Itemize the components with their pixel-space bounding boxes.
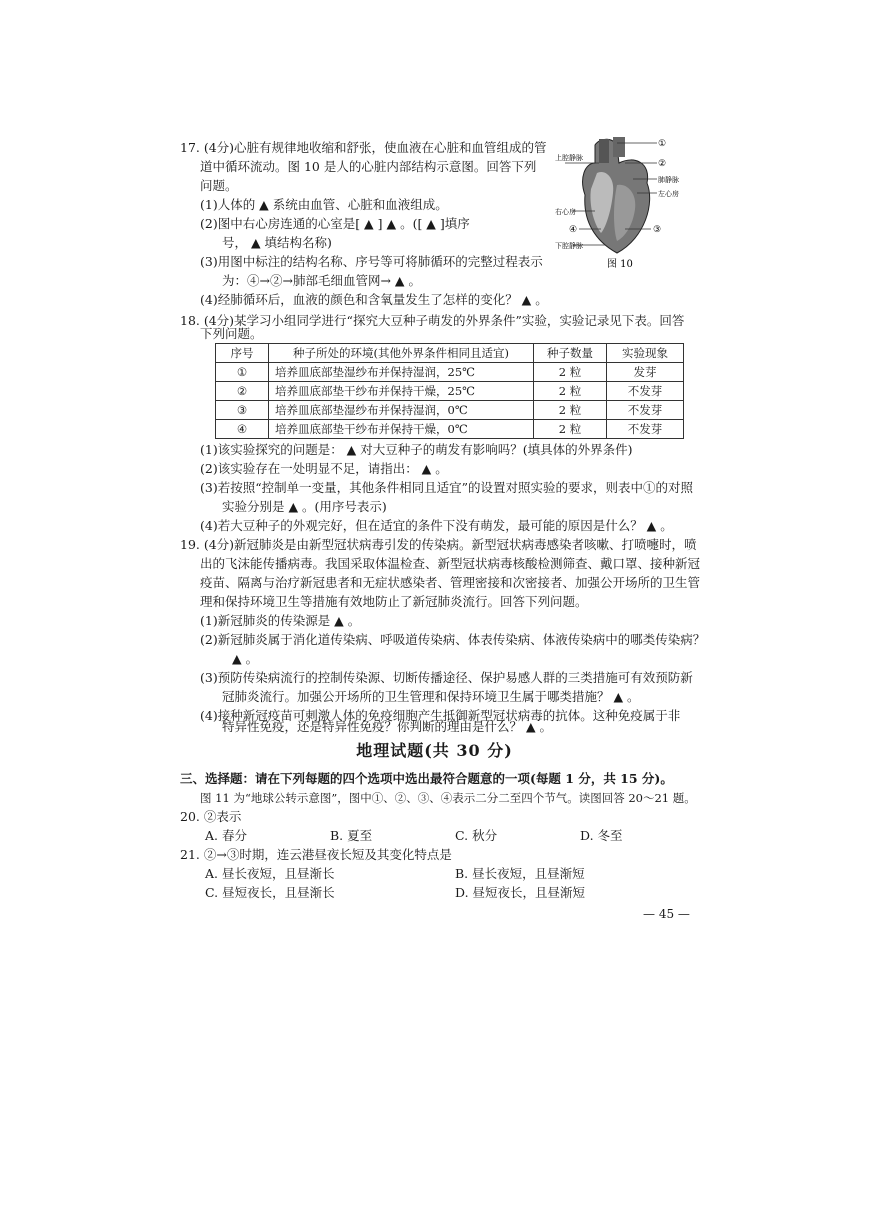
q17-line-2: 道中循环流动。图 10 是人的心脏内部结构示意图。回答下列: [200, 159, 537, 174]
heart-label-ivc: 下腔静脉: [555, 242, 583, 250]
table-row: [216, 401, 684, 420]
section-title: 地理试题(共 30 分): [356, 741, 513, 760]
heart-illustration: [555, 133, 695, 271]
q19-sub-2b: ▲ 。: [232, 651, 259, 666]
q21-option-d: D. 昼短夜长，且昼渐短: [455, 885, 586, 900]
table-header: 种子所处的环境(其他外界条件相同且适宜): [269, 344, 534, 363]
figure-10-caption: 图 10: [607, 259, 633, 270]
page-number: — 45 —: [643, 907, 690, 921]
q17-line-3: 问题。: [200, 178, 238, 193]
table-cell: 不发芽: [607, 401, 684, 420]
table-cell: ④: [216, 420, 269, 439]
q17-sub-3: (3)用图中标注的结构名称、序号等可将肺循环的完整过程表示: [200, 254, 543, 269]
q19-sub-2: (2)新冠肺炎属于消化道传染病、呼吸道传染病、体表传染病、体液传染病中的哪类传染病？: [200, 632, 706, 647]
heart-label-3: ③: [653, 225, 662, 235]
table-row: [216, 382, 684, 401]
table-cell: 不发芽: [607, 382, 684, 401]
heart-label-la: 左心房: [658, 190, 679, 198]
q20-option-c: C. 秋分: [455, 828, 498, 843]
q18-line-1: 18. (4分)某学习小组同学进行“探究大豆种子萌发的外界条件”实验，实验记录见下表。回答: [180, 313, 685, 328]
table-cell: ①: [216, 363, 269, 382]
q18-line-2: 下列问题。: [200, 326, 263, 341]
table-header: 实验现象: [607, 344, 684, 363]
table-header-row: [216, 344, 684, 363]
q18-sub-3: (3)若按照“控制单一变量，其他条件相同且适宜”的设置对照实验的要求，则表中①的对照: [200, 480, 693, 495]
table-cell: 2 粒: [534, 401, 607, 420]
q19-sub-3b: 冠肺炎流行。加强公开场所的卫生管理和保持环境卫生属于哪类措施？ ▲ 。: [222, 689, 640, 704]
table-cell: 培养皿底部垫干纱布并保持干燥，25℃: [269, 382, 534, 401]
table-cell: 培养皿底部垫湿纱布并保持湿润，25℃: [269, 363, 534, 382]
table-cell: ②: [216, 382, 269, 401]
q19-line-4: 理和保持环境卫生等措施有效地防止了新冠肺炎流行。回答下列问题。: [200, 594, 588, 609]
q17-sub-4: (4)经肺循环后，血液的颜色和含氧量发生了怎样的变化？ ▲ 。: [200, 292, 548, 307]
table-cell: 不发芽: [607, 420, 684, 439]
part3-intro: 图 11 为“地球公转示意图”，图中①、②、③、④表示二分二至四个节气。读图回答 20～21 题。: [200, 791, 696, 805]
table-cell: 培养皿底部垫湿纱布并保持湿润，0℃: [269, 401, 534, 420]
table-cell: 2 粒: [534, 363, 607, 382]
q17-sub-2b: 号， ▲ 填结构名称): [222, 235, 332, 250]
heart-label-1: ①: [658, 139, 667, 149]
experiment-table: [215, 343, 684, 439]
table-row: [216, 363, 684, 382]
table-header: 种子数量: [534, 344, 607, 363]
q21-option-c: C. 昼短夜长，且昼渐长: [205, 885, 335, 900]
part3-title: 三、选择题：请在下列每题的四个选项中选出最符合题意的一项(每题 1 分，共 15 分)。: [180, 771, 673, 786]
q18-sub-1: (1)该实验探究的问题是： ▲ 对大豆种子的萌发有影响吗？(填具体的外界条件): [200, 442, 633, 457]
q20-option-d: D. 冬至: [580, 828, 623, 843]
q20-stem: 20. ②表示: [180, 809, 242, 824]
q19-line-1: 19. (4分)新冠肺炎是由新型冠状病毒引发的传染病。新型冠状病毒感染者咳嗽、打喷嚏时，喷: [180, 537, 697, 552]
heart-diagram: [555, 133, 695, 271]
table-header: 序号: [216, 344, 269, 363]
heart-label-svc: 上腔静脉: [555, 154, 583, 162]
q19-sub-3: (3)预防传染病流行的控制传染源、切断传播途径、保护易感人群的三类措施可有效预防新: [200, 670, 693, 685]
q21-option-a: A. 昼长夜短，且昼渐长: [205, 866, 335, 881]
heart-label-ra: 右心房: [555, 208, 576, 216]
q18-sub-3b: 实验分别是 ▲ 。(用序号表示): [222, 499, 387, 514]
q19-sub-4: (4)接种新冠疫苗可刺激人体的免疫细胞产生抵御新型冠状病毒的抗体。这种免疫属于非: [200, 708, 681, 723]
q20-option-a: A. 春分: [205, 828, 247, 843]
q20-option-b: B. 夏至: [330, 828, 373, 843]
heart-label-2: ②: [658, 159, 667, 169]
q18-sub-4: (4)若大豆种子的外观完好，但在适宜的条件下没有萌发，最可能的原因是什么？ ▲ 。: [200, 518, 673, 533]
table-cell: ③: [216, 401, 269, 420]
heart-label-4: ④: [569, 225, 578, 235]
q21-stem: 21. ②→③时期，连云港昼夜长短及其变化特点是: [180, 847, 452, 862]
q19-line-2: 出的飞沫能传播病毒。我国采取体温检查、新型冠状病毒核酸检测筛查、戴口罩、接种新冠: [200, 556, 701, 571]
q18-sub-2: (2)该实验存在一处明显不足，请指出： ▲ 。: [200, 461, 448, 476]
q17-sub-1: (1)人体的 ▲ 系统由血管、心脏和血液组成。: [200, 197, 448, 212]
q19-line-3: 疫苗、隔离与治疗新冠患者和无症状感染者、管理密接和次密接者、加强公开场所的卫生管: [200, 575, 701, 590]
q17-sub-3b: 为：④→②→肺部毛细血管网→ ▲ 。: [222, 273, 421, 288]
table-row: [216, 420, 684, 439]
q19-sub-4b: 特异性免疫，还是特异性免疫？你判断的理由是什么？ ▲ 。: [222, 719, 553, 734]
q21-option-b: B. 昼长夜短，且昼渐短: [455, 866, 585, 881]
q17-line-1: 17. (4分)心脏有规律地收缩和舒张，使血液在心脏和血管组成的管: [180, 140, 547, 155]
heart-label-pv: 肺静脉: [658, 176, 679, 184]
table-cell: 发芽: [607, 363, 684, 382]
q19-sub-1: (1)新冠肺炎的传染源是 ▲ 。: [200, 613, 361, 628]
table-cell: 培养皿底部垫干纱布并保持干燥，0℃: [269, 420, 534, 439]
table-cell: 2 粒: [534, 382, 607, 401]
table-cell: 2 粒: [534, 420, 607, 439]
q17-sub-2: (2)图中右心房连通的心室是[ ▲ ] ▲ 。([ ▲ ]填序: [200, 216, 470, 231]
